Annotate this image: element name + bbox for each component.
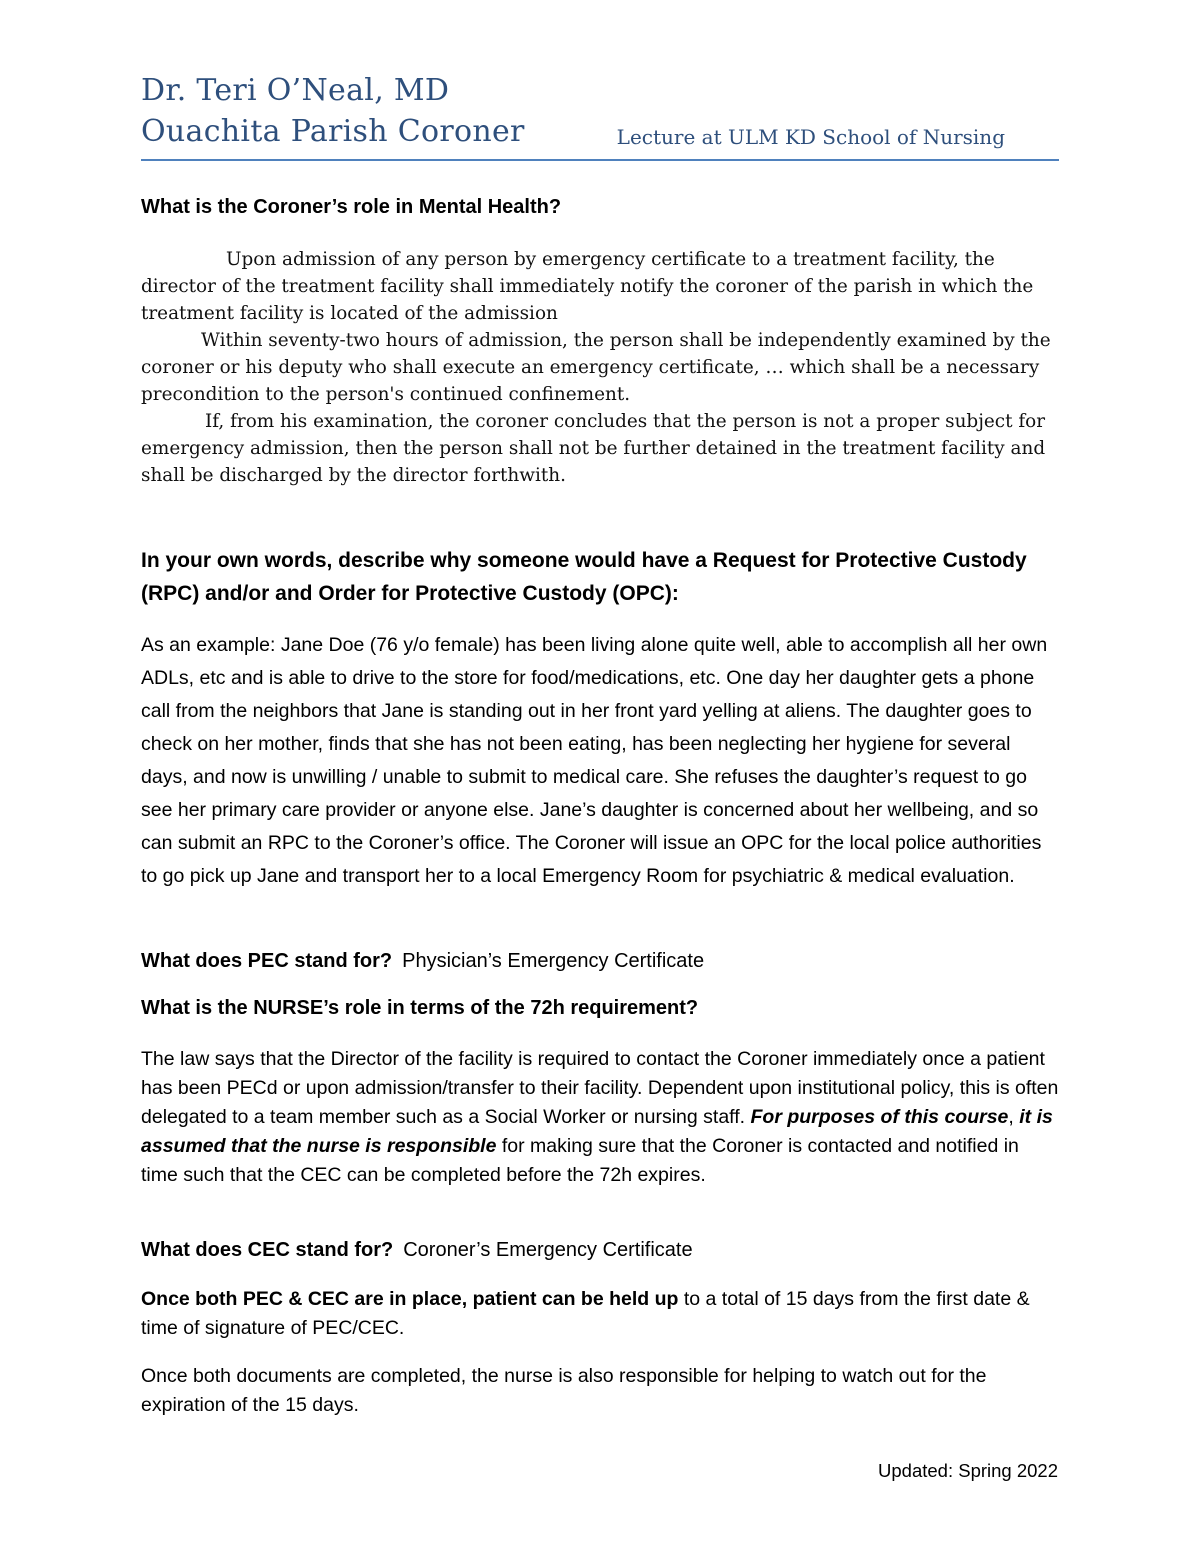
- section2-heading: In your own words, describe why someone would have a Request for Protective Custody (RPC) and/or and Order for Protective Custody (OPC):: [141, 549, 1027, 605]
- nurse-comma: ,: [1008, 1106, 1014, 1128]
- footer-updated: Updated: Spring 2022: [878, 1460, 1058, 1481]
- hold-paragraph: [141, 1285, 1061, 1343]
- section1-paragraph: If, from his examination, the coroner concludes that the person is not a proper subject for emergency admission, then the person shall not be further detained in the treatment facility and shall be discharged by the director forthwith.: [141, 411, 1046, 486]
- hold-bold: Once both PEC & CEC are in place, patient can be held up: [141, 1288, 679, 1310]
- section2-body: As an example: Jane Doe (76 y/o female) has been living alone quite well, able to accomplish all her own ADLs, etc and is able to drive to the store for food/medications, etc. One day her daughter gets a phone call from the neighbors that Jane is standing out in her front yard yelling at aliens. The daughter goes to check on her mother, finds that she has not been eating, has been neglecting her hygiene for several days, and now is unwilling / unable to submit to medical care. She refuses the daughter’s request to go see her primary care provider or anyone else. Jane’s daughter is concerned about her wellbeing, and so can submit an RPC to the Coroner’s office. The Coroner will issue an OPC for the local police authorities to go pick up Jane and transport her to a local Emergency Room for psychiatric & medical evaluation.: [141, 634, 1048, 887]
- header-name: Dr. Teri O’Neal, MD: [141, 73, 450, 108]
- header-lecture: Lecture at ULM KD School of Nursing: [616, 125, 1005, 149]
- pec-question: What does PEC stand for?: [141, 950, 393, 972]
- pec-answer: Physician’s Emergency Certificate: [402, 950, 705, 972]
- nurse-heading: What is the NURSE’s role in terms of the 72h requirement?: [141, 997, 699, 1019]
- pec-line: [141, 950, 1061, 973]
- hold-rest: to a total of 15 days from the first date & time of signature of PEC/CEC.: [141, 1288, 1030, 1339]
- section1-paragraph: Upon admission of any person by emergency certificate to a treatment facility, the director of the treatment facility shall immediately notify the coroner of the parish in which the treatment facility is located of the admission: [141, 249, 1034, 324]
- cec-line: [141, 1239, 1061, 1262]
- nurse-body-end: for making sure that the Coroner is contacted and notified in time such that the CEC can be completed before the 72h expires.: [141, 1135, 1019, 1186]
- nurse-body: [141, 1045, 1061, 1190]
- section1-paragraph: Within seventy-two hours of admission, the person shall be independently examined by the coroner or his deputy who shall execute an emergency certificate, … which shall be a necessary precondition to the person's continued confinement.: [141, 330, 1051, 405]
- cec-question: What does CEC stand for?: [141, 1239, 394, 1261]
- nurse-body-start: The law says that the Director of the facility is required to contact the Coroner immediately once a patient has been PECd or upon admission/transfer to their facility. Dependent upon institutional policy, this is often delegated to a team member such as a Social Worker or nursing staff.: [141, 1048, 1059, 1128]
- cec-answer: Coroner’s Emergency Certificate: [403, 1239, 693, 1261]
- header-office: Ouachita Parish Coroner: [141, 114, 525, 149]
- nurse-emphasis-2: it is assumed that the nurse is responsible: [141, 1106, 1053, 1157]
- nurse-emphasis-1: For purposes of this course: [750, 1106, 1009, 1128]
- header-rule: [141, 159, 1059, 161]
- section1-body: [141, 246, 1061, 489]
- section1-heading: What is the Coroner’s role in Mental Health?: [141, 196, 562, 218]
- closing-paragraph: Once both documents are completed, the nurse is also responsible for helping to watch out for the expiration of the 15 days.: [141, 1365, 987, 1416]
